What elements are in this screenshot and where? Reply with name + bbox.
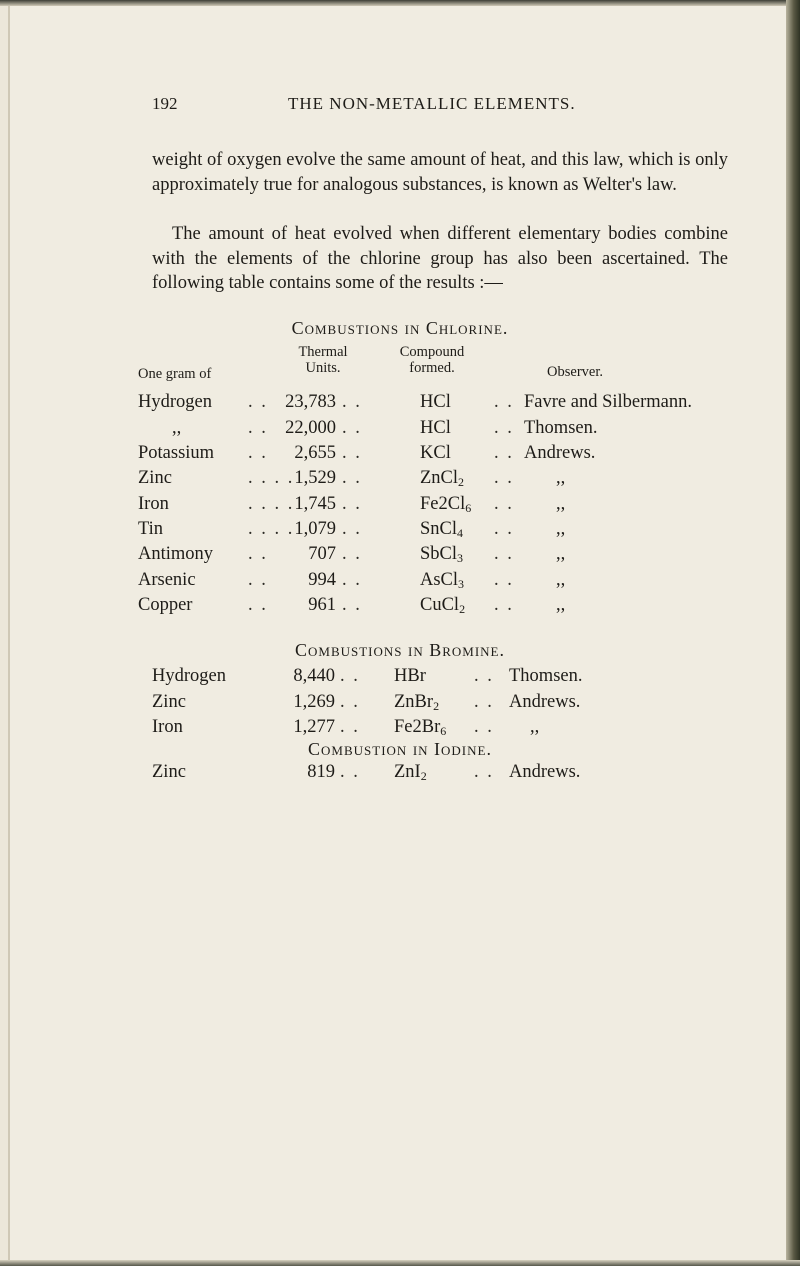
chlorine-table-row [0,468,800,494]
element-name: Potassium [138,443,215,463]
observer-name: ,, [556,519,566,539]
formula-subscript: 2 [459,602,466,616]
observer-name: ,, [556,595,566,615]
chlorine-table-row [0,595,800,621]
formula-subscript: 2 [420,769,427,783]
chlorine-table-row [0,494,800,520]
formula-text: KCl [420,443,451,463]
thermal-units-value: 1,269 [293,692,335,712]
leader-dots: . . [494,443,514,463]
formula-text: Fe2Cl [420,494,466,514]
leader-dots: . . [474,692,494,712]
leader-dots: . . [494,595,514,615]
compound-formula [420,443,451,464]
header-thermal-line2: Units. [305,360,341,376]
compound-formula [420,570,464,591]
formula-subscript: 2 [458,475,465,489]
formula-text: HCl [420,418,451,438]
thermal-units-value: 961 [308,595,336,615]
compound-formula [420,468,464,489]
formula-text: CuCl [420,595,460,615]
chlorine-table-row [0,570,800,596]
observer-name: ,, [556,544,566,564]
running-title: THE NON-METALLIC ELEMENTS. [288,94,576,113]
leader-dots: . . [248,443,268,463]
compound-formula [394,717,446,738]
leader-dots: . . [248,595,268,615]
observer-name: Favre and Silbermann. [524,392,692,412]
leader-dots: . . [340,762,360,782]
element-name: Zinc [152,692,186,712]
formula-text: ZnCl [420,468,459,488]
leader-dots: . . . . [248,519,295,539]
compound-formula [420,392,451,413]
leader-dots: . . [342,392,362,412]
leader-dots: . . [342,494,362,514]
thermal-units-value: 1,745 [294,494,336,514]
compound-formula [420,595,465,616]
element-name: Arsenic [138,570,196,590]
leader-dots: . . [342,570,362,590]
compound-formula [420,519,463,540]
paragraph-chlorine-intro: The amount of heat evolved when different elementary bodies combine with the elements of the chlorine group has also been ascertained. The following table contains some of the results :— [152,224,728,294]
page-number: 192 [152,94,178,113]
formula-subscript: 3 [458,577,465,591]
element-name: Hydrogen [152,666,226,686]
formula-subscript: 2 [433,699,440,713]
thermal-units-value: 1,079 [294,519,336,539]
formula-text: HBr [394,666,426,686]
leader-dots: . . [494,544,514,564]
bromine-caption: Combustions in Bromine. [294,640,506,660]
chlorine-table-row [0,519,800,545]
header-thermal-line1: Thermal [298,344,348,360]
page-header [0,94,800,118]
iodine-table-row [0,762,800,788]
thermal-units-value: 1,277 [293,717,335,737]
thermal-units-value: 1,529 [294,468,336,488]
observer-name: Andrews. [509,762,581,782]
leader-dots: . . [340,692,360,712]
thermal-units-value: 8,440 [293,666,335,686]
thermal-units-value: 2,655 [294,443,336,463]
observer-name: ,, [556,570,566,590]
leader-dots: . . [248,570,268,590]
formula-subscript: 3 [457,551,464,565]
compound-formula [394,666,426,687]
chlorine-caption: Combustions in Chlorine. [291,318,509,338]
bromine-table-row [0,666,800,692]
thermal-units-value: 819 [307,762,335,782]
thermal-units-value: 23,783 [285,392,336,412]
header-compound-line1: Compound [399,344,465,360]
formula-text: SnCl [420,519,458,539]
leader-dots: . . [342,468,362,488]
compound-formula [420,494,471,515]
observer-name: Thomsen. [524,418,598,438]
paragraph-welters-law: weight of oxygen evolve the same amount of heat, and this law, which is only approximately true for analogous substances, is known as Welter's law. [152,150,728,195]
element-name: Antimony [138,544,214,564]
leader-dots: . . [340,666,360,686]
compound-formula [394,762,427,783]
element-name: ,, [172,418,182,438]
element-name: Iron [138,494,169,514]
leader-dots: . . [494,494,514,514]
observer-name: ,, [556,468,566,488]
element-name: Zinc [138,468,172,488]
leader-dots: . . [340,717,360,737]
header-compound-line2: formed. [409,360,455,376]
element-name: Hydrogen [138,392,212,412]
leader-dots: . . [474,717,494,737]
element-name: Iron [152,717,183,737]
formula-subscript: 6 [440,724,447,738]
header-compound-formed [372,344,492,376]
page-bottom-edge [0,1260,800,1266]
chlorine-table-row [0,443,800,469]
formula-text: Fe2Br [394,717,441,737]
formula-subscript: 6 [465,501,472,515]
element-name: Copper [138,595,193,615]
observer-name: ,, [530,717,540,737]
leader-dots: . . [342,519,362,539]
thermal-units-value: 22,000 [285,418,336,438]
compound-formula [394,692,439,713]
leader-dots: . . [248,544,268,564]
header-thermal-units [268,344,378,376]
leader-dots: . . [494,392,514,412]
leader-dots: . . . . [248,494,295,514]
leader-dots: . . [342,595,362,615]
leader-dots: . . [342,418,362,438]
observer-name: Andrews. [509,692,581,712]
leader-dots: . . [494,519,514,539]
observer-name: Andrews. [524,443,596,463]
leader-dots: . . [342,544,362,564]
leader-dots: . . [494,570,514,590]
formula-subscript: 4 [457,526,464,540]
compound-formula [420,544,463,565]
leader-dots: . . [342,443,362,463]
thermal-units-value: 707 [308,544,336,564]
observer-name: ,, [556,494,566,514]
bromine-table-row [0,692,800,718]
formula-text: HCl [420,392,451,412]
thermal-units-value: 994 [308,570,336,590]
header-one-gram: One gram of [138,366,212,382]
formula-text: ZnBr [394,692,434,712]
leader-dots: . . . . [248,468,295,488]
formula-text: ZnI [394,762,421,782]
compound-formula [420,418,451,439]
leader-dots: . . [248,392,268,412]
leader-dots: . . [248,418,268,438]
header-observer: Observer. [547,364,603,380]
formula-text: AsCl [420,570,459,590]
iodine-caption: Combustion in Iodine. [308,739,492,759]
page-binding-edge [786,0,800,1266]
chlorine-table-row [0,392,800,418]
leader-dots: . . [474,666,494,686]
leader-dots: . . [494,468,514,488]
leader-dots: . . [474,762,494,782]
leader-dots: . . [494,418,514,438]
element-name: Zinc [152,762,186,782]
formula-text: SbCl [420,544,458,564]
observer-name: Thomsen. [509,666,583,686]
chlorine-table-row [0,544,800,570]
chlorine-table-row [0,418,800,444]
element-name: Tin [138,519,164,539]
